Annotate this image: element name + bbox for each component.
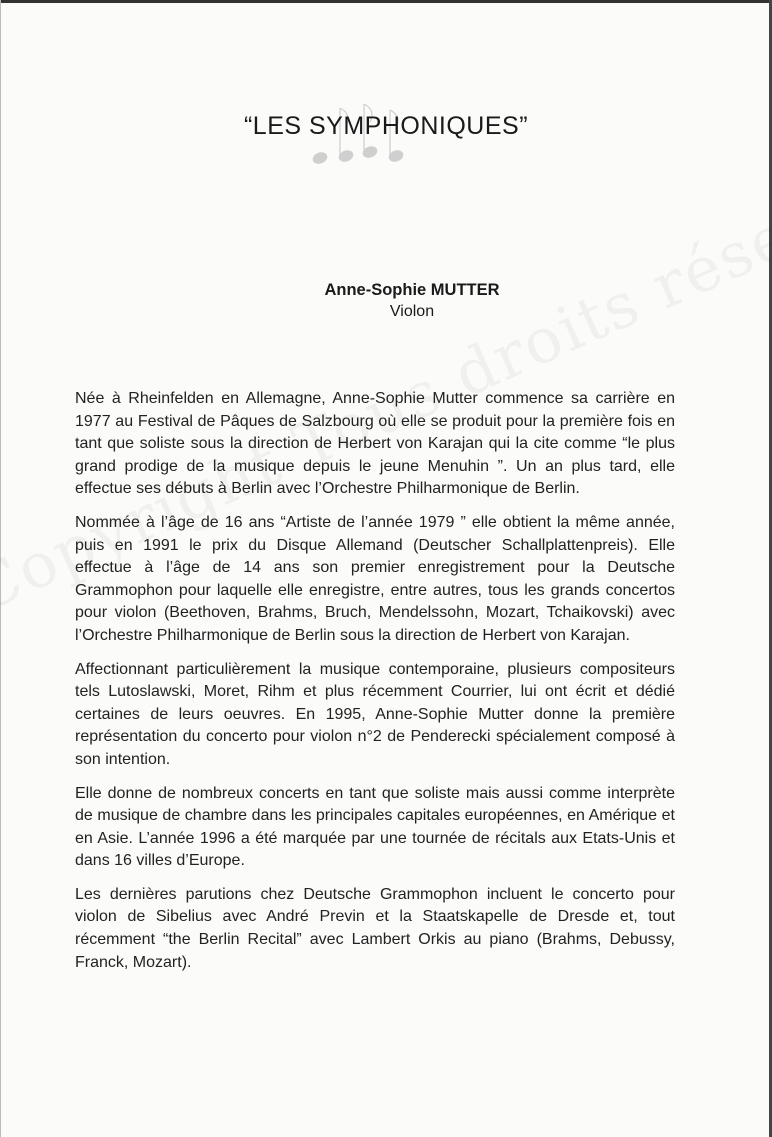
page-title: “LES SYMPHONIQUES” bbox=[243, 112, 529, 140]
paragraph: Affectionnant particulièrement la musique contemporaine, plusieurs compositeurs tels Lutoslawski, Moret, Rihm et plus récemment Courrier, lui ont écrit et dédié certaines de leurs oeuvres. En 1995, Anne-Sophie Mutter donne la première représentation du concerto pour violon n°2 de Penderecki spécialement composé à son intention. bbox=[75, 660, 675, 768]
paragraph: Nommée à l’âge de 16 ans “Artiste de l’année 1979 ” elle obtient la même année, puis en 1991 le prix du Disque Allemand (Deutscher Schallplattenpreis). Elle effectue à l’âge de 14 ans son premier enregistrement pour la Deutsche Grammophon pour laquelle elle enregistre, entre autres, tous les grands concertos pour violon (Beethoven, Brahms, Bruch, Mendelssohn, Mozart, Tchaikovski) avec l’Orchestre Philharmonique de Berlin sous la direction de Herbert von Karajan. bbox=[75, 513, 675, 644]
paragraph: Elle donne de nombreux concerts en tant que soliste mais aussi comme interprète de musique de chambre dans les principales capitales européennes, en Amérique et en Asie. L’année 1996 a été marquée par une tournée de récitals aux Etats-Unis et dans 16 villes d’Europe. bbox=[75, 784, 675, 870]
artist-name: Anne-Sophie MUTTER bbox=[324, 281, 500, 299]
paragraph: Les dernières parutions chez Deutsche Grammophon incluent le concerto pour violon de Sibelius avec André Previn et la Staatskapelle de Dresde et, tout récemment “the Berlin Recital” avec Lambert Orkis au piano (Brahms, Debussy, Franck, Mozart). bbox=[75, 885, 675, 971]
artist-instrument: Violon bbox=[389, 303, 435, 320]
biography bbox=[75, 388, 675, 985]
paragraph: Née à Rheinfelden en Allemagne, Anne-Sophie Mutter commence sa carrière en 1977 au Festival de Pâques de Salzbourg où elle se produit pour la première fois en tant que soliste sous la direction de Herbert von Karajan qui la cite comme “le plus grand prodige de la musique depuis le jeune Menuhin ”. Un an plus tard, elle effectue ses débuts à Berlin avec l’Orchestre Philharmonique de Berlin. bbox=[75, 390, 675, 498]
header bbox=[0, 112, 772, 141]
artist-block bbox=[0, 281, 772, 321]
scan-edge-top bbox=[0, 0, 772, 3]
